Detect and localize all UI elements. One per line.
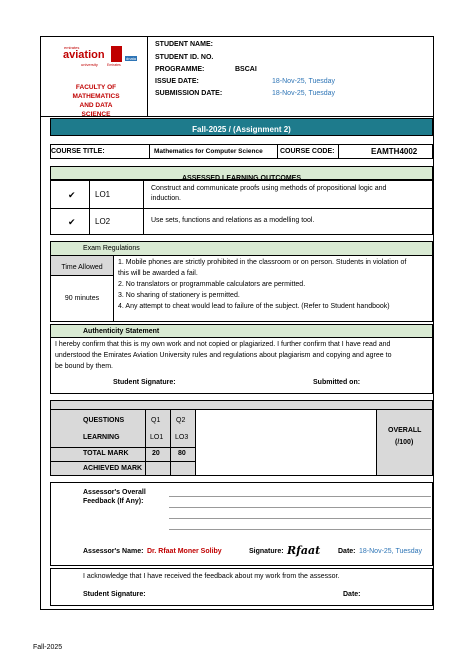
assessor-name-label: Assessor's Name:: [83, 548, 144, 555]
logo-sub: university: [81, 62, 98, 67]
submission-date-value: 18-Nov-25, Tuesday: [272, 90, 336, 97]
feedback-line-1[interactable]: [169, 496, 431, 497]
page-footer: Fall-2025: [33, 644, 63, 651]
outcome-1-code: LO1: [95, 190, 111, 199]
questions-label: QUESTIONS: [83, 417, 125, 424]
outcome-1-text-line2: induction.: [151, 195, 181, 202]
duration-cell: [51, 276, 113, 321]
q2-total: 80: [178, 450, 186, 457]
programme-value: BSCAI: [235, 66, 257, 73]
authenticity-heading: [50, 324, 433, 338]
feedback-box: [50, 482, 433, 566]
time-allowed-cell: [51, 256, 113, 276]
course-row: [50, 144, 433, 159]
student-signature-label: Student Signature:: [113, 379, 176, 386]
logo-small-text: emirates: [64, 45, 80, 50]
exam-rule-1: 1. Mobile phones are strictly prohibited in the classroom or on person. Students in violation of: [118, 259, 407, 266]
result-table: [50, 409, 433, 476]
total-mark-label: TOTAL MARK: [83, 450, 129, 457]
overall-value: (/100): [395, 439, 414, 446]
feedback-line-3[interactable]: [169, 518, 431, 519]
date-label: Date:: [338, 548, 356, 555]
date-value: 18-Nov-25, Tuesday: [359, 548, 423, 555]
outcome-2-code: LO2: [95, 217, 111, 226]
outcome-row-2: [50, 208, 433, 235]
course-sep-1: [149, 145, 150, 158]
outcome-1-sep-b: [143, 181, 144, 208]
course-sep-2: [277, 145, 278, 158]
submitted-on-field[interactable]: [363, 377, 429, 389]
course-code-label: COURSE CODE:: [280, 148, 335, 155]
learning-label: LEARNING: [83, 434, 120, 441]
ack-student-signature-field[interactable]: [151, 589, 331, 601]
time-allowed-label: Time Allowed: [61, 264, 103, 271]
authenticity-line-1: I hereby confirm that this is my own work and not copied or plagiarized. I further confirm that I have read and: [55, 341, 391, 348]
submission-date-label: SUBMISSION DATE:: [155, 90, 223, 97]
q2-label: Q2: [176, 417, 186, 424]
exam-rule-1b: this will be awarded a fail.: [118, 270, 198, 277]
outcome-1-check: ✔: [68, 190, 76, 200]
university-logo: [41, 43, 147, 73]
feedback-label-line1: Assessor's Overall: [83, 489, 146, 496]
exam-heading-text: Exam Regulations: [83, 245, 140, 252]
duration-value: 90 minutes: [64, 295, 100, 302]
q2-lo: LO3: [175, 434, 189, 441]
assignment-title-bar: [50, 118, 433, 136]
result-blank-area: [196, 410, 376, 475]
logo-badge-text-2: dnata: [126, 56, 137, 61]
q1-achieved-field[interactable]: [147, 462, 169, 474]
student-name-label: STUDENT NAME:: [155, 41, 213, 48]
logo-brand: aviation: [63, 49, 105, 61]
course-title-value: Mathematics for Computer Science: [154, 148, 263, 155]
exam-heading: [50, 241, 433, 256]
faculty-name: FACULTY OF MATHEMATICS AND DATA SCIENCE: [72, 84, 120, 118]
outcome-1-sep-a: [89, 181, 90, 208]
issue-date-label: ISSUE DATE:: [155, 78, 199, 85]
header-bottom-rule: [41, 116, 433, 117]
acknowledge-box: [50, 568, 433, 606]
outcome-row-1: [50, 180, 433, 209]
result-row-line-1: [51, 447, 195, 448]
feedback-line-4[interactable]: [169, 529, 431, 530]
result-col-line-4: [376, 410, 377, 475]
ack-date-field[interactable]: [369, 589, 429, 601]
assignment-title: Fall-2025 / (Assignment 2): [192, 125, 291, 134]
feedback-label-line2: Feedback (If Any):: [83, 498, 144, 505]
result-col-line-1: [145, 410, 146, 475]
outcome-2-check: ✔: [68, 217, 76, 227]
exam-rule-3: 3. No sharing of stationery is permitted.: [118, 292, 240, 299]
outcome-2-sep-b: [143, 209, 144, 234]
assessor-signature: Rfaat: [287, 544, 321, 557]
header-logo-area: [41, 37, 147, 116]
achieved-mark-label: ACHIEVED MARK: [83, 465, 143, 472]
programme-label: PROGRAMME:: [155, 66, 205, 73]
ack-student-signature-label: Student Signature:: [83, 591, 146, 598]
acknowledge-text: I acknowledge that I have received the feedback about my work from the assessor.: [83, 573, 340, 580]
course-sep-3: [338, 145, 339, 158]
outcome-2-text: Use sets, functions and relations as a modelling tool.: [151, 217, 315, 224]
result-col-line-2: [170, 410, 171, 475]
student-id-label: STUDENT ID. NO.: [155, 54, 214, 61]
exam-rule-2: 2. No translators or programmable calculators are permitted.: [118, 281, 306, 288]
submitted-on-label: Submitted on:: [313, 379, 361, 386]
header-divider: [147, 37, 148, 116]
q1-total: 20: [152, 450, 160, 457]
exam-body: [50, 255, 433, 322]
overall-label: OVERALL: [388, 427, 422, 434]
issue-date-value: 18-Nov-25, Tuesday: [272, 78, 336, 85]
q1-lo: LO1: [150, 434, 164, 441]
logo-badge: [111, 46, 122, 62]
course-title-label: COURSE TITLE:: [51, 148, 105, 155]
feedback-line-2[interactable]: [169, 507, 431, 508]
exam-sep: [113, 256, 114, 321]
ack-date-label: Date:: [343, 591, 361, 598]
student-signature-field[interactable]: [176, 377, 276, 389]
outcome-2-sep-a: [89, 209, 90, 234]
authenticity-body: [50, 337, 433, 394]
authenticity-line-2: understood the Emirates Aviation University rules and regulations about plagiarism and copying and agree to: [55, 352, 392, 359]
q1-label: Q1: [151, 417, 161, 424]
course-code-value: EAMTH4002: [371, 147, 418, 156]
signature-label: Signature:: [249, 548, 284, 555]
authenticity-line-3: be bound by them.: [55, 363, 113, 370]
outcomes-heading: [50, 166, 433, 180]
assessor-name-value: Dr. Rfaat Moner Soliby: [147, 548, 222, 555]
outcome-1-text-line1: Construct and communicate proofs using methods of propositional logic and: [151, 185, 387, 192]
authenticity-heading-text: Authenticity Statement: [83, 328, 160, 335]
outcomes-heading-text: ASSESSED LEARNING OUTCOMES: [181, 175, 301, 182]
logo-badge-text-1: Emirates: [107, 63, 121, 67]
q2-achieved-field[interactable]: [172, 462, 194, 474]
exam-rule-4: 4. Any attempt to cheat would lead to failure of the subject. (Refer to Student handbook): [118, 303, 390, 310]
student-info: [155, 41, 425, 111]
